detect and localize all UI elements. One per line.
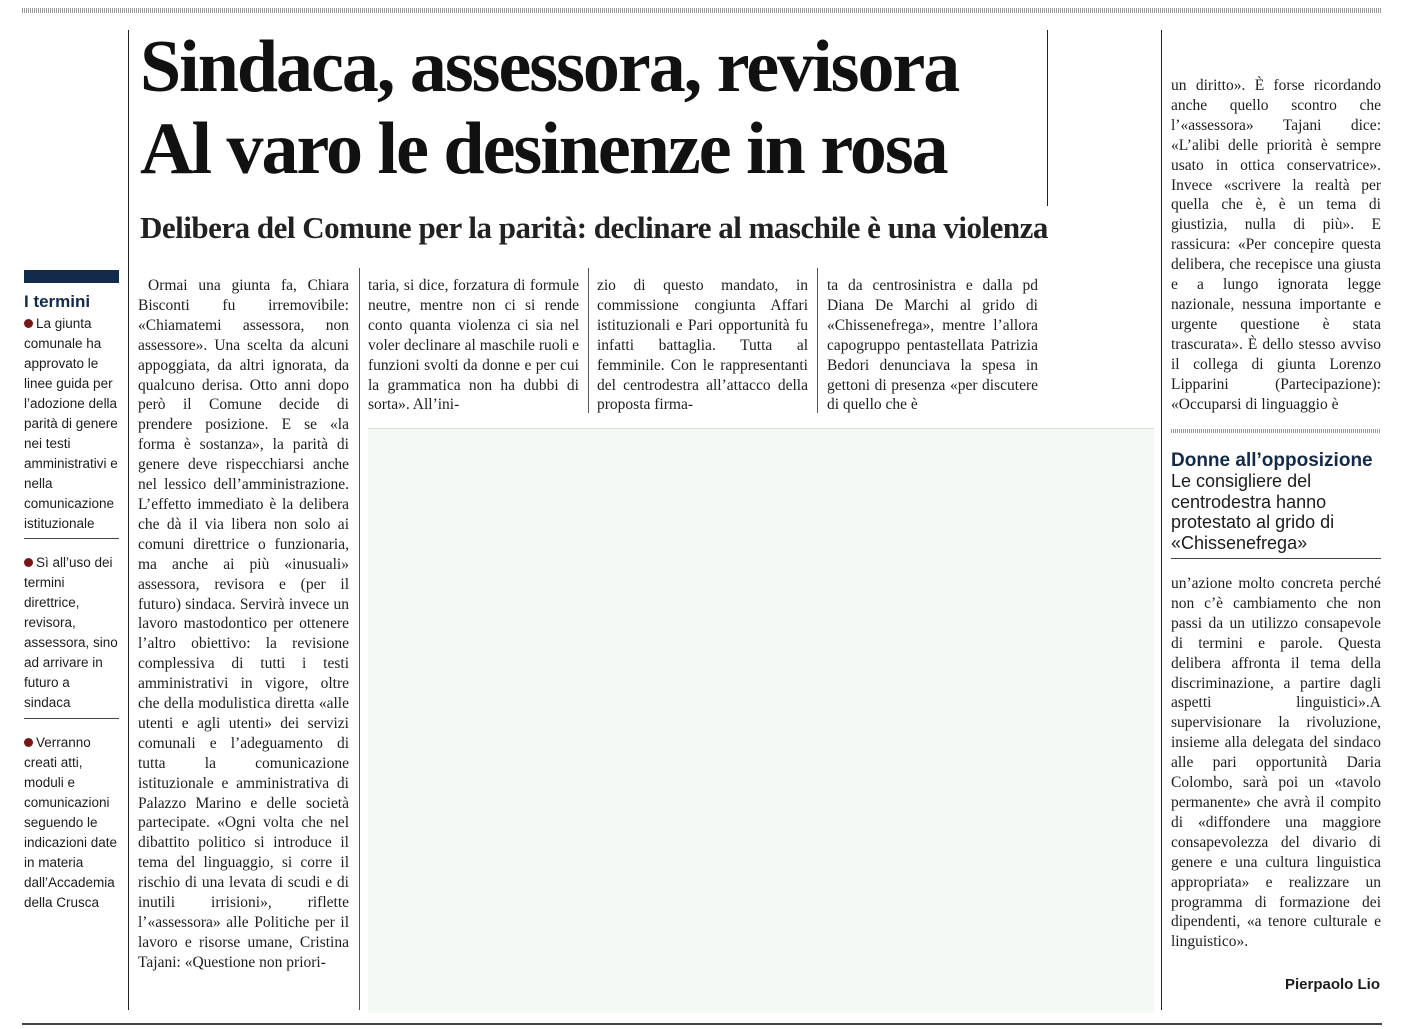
sidebar-divider bbox=[24, 538, 119, 539]
top-rule bbox=[22, 8, 1382, 13]
bullet-icon bbox=[24, 738, 33, 747]
box-text: Le consigliere del centrodestra hanno protestato al grido di «Chissenefrega» bbox=[1171, 471, 1335, 553]
sidebar-item: Sì all’uso dei termini direttrice, revisora, assessora, sino ad arrivare in futuro a sindaca bbox=[24, 555, 118, 710]
blank-image-area bbox=[368, 428, 1154, 1013]
column-rule bbox=[817, 268, 818, 413]
sidebar-divider bbox=[24, 718, 119, 719]
box-top-rule bbox=[1171, 429, 1381, 433]
headline-line-1: Sindaca, assessora, revisora bbox=[140, 26, 959, 108]
bullet-icon bbox=[24, 558, 33, 567]
column-rule bbox=[359, 268, 360, 1010]
article-column-2: taria, si dice, forzatura di formule neutre, mentre non ci si rende conto quanta violenza ci sia nel voler declinare al maschile ruoli e funzioni svolti da donne e per cui la grammatica non ha dubbi di sorta». All’ini- bbox=[368, 277, 579, 414]
column-rule bbox=[588, 268, 589, 413]
headline bbox=[140, 26, 1050, 190]
article-column-5-bottom: un’azione molto concreta perché non c’è cambiamento che non passi da un utilizzo consapevole di termini e parole. Questa delibera affronta il tema della discriminazione, a partire dagli aspetti linguistici».A supervisionare la rivoluzione, insieme alla delegata del sindaco alle pari opportunità Daria Colombo, sarà poi un «tavolo permanente» che avrà il compito di «diffondere una maggiore consapevolezza del divario di genere e una cultura linguistica appropriata» e realizzare un programma di formazione dei dipendenti, «a tenore culturale e linguistico». bbox=[1171, 575, 1381, 951]
column-rule bbox=[128, 30, 129, 1010]
sidebar-item: Verranno creati atti, moduli e comunicazioni seguendo le indicazioni date in materia dall’Accademia della Crusca bbox=[24, 735, 118, 910]
bottom-rule bbox=[22, 1023, 1382, 1025]
headline-line-2: Al varo le desinenze in rosa bbox=[140, 108, 947, 190]
article-column-5-top: un diritto». È forse ricordando anche quello scontro che l’«assessora» Tajani dice: «L’alibi delle priorità è sempre usato in ottica conservatrice». Invece «scrivere la realtà per quella che è, è un tema di giustizia, nulla di più». E rassicura: «Per concepire questa delibera, che recepisce una giusta e a lungo ignorata legge nazionale, nessuna importante e urgente questione è stata trascurata». È dello stesso avviso il collega di giunta Lorenzo Lipparini (Partecipazione): «Occuparsi di linguaggio è bbox=[1171, 77, 1381, 413]
column-rule bbox=[1161, 30, 1162, 1010]
author-byline: Pierpaolo Lio bbox=[1284, 976, 1380, 993]
sidebar-accent-bar bbox=[24, 270, 119, 283]
box-title: Donne all’opposizione bbox=[1171, 450, 1373, 471]
box-bottom-rule bbox=[1171, 558, 1381, 559]
bullet-icon bbox=[24, 319, 33, 328]
article-column-3: zio di questo mandato, in commissione congiunta Affari istituzionali e Pari opportunità fu infatti battaglia. Tutta al femminile. Con le rappresentanti del centrodestra all’attacco della proposta firma- bbox=[597, 277, 808, 414]
article-column-4: ta da centrosinistra e dalla pd Diana De Marchi al grido di «Chissenefrega», mentre l’allora capogruppo pentastellata Patrizia Bedori denunciava la spesa in gettoni di presenza «per discutere di quello che è bbox=[827, 277, 1038, 414]
article-column-1: Ormai una giunta fa, Chiara Bisconti fu irremovibile: «Chiamatemi assessora, non assessore». Una scelta da alcuni appoggiata, da altri ignorata, da qualcuno derisa. Otto anni dopo però il Comune decide di prendere posizione. E se «la forma è sostanza», la parità di genere deve rispecchiarsi anche nel lessico dell’amministrazione. L’effetto immediato è la delibera che dà il via libera non solo ai comuni direttrice o funzionaria, ma anche ai più «inusuali» assessora, revisora e (per il futuro) sindaca. Servirà invece un lavoro mastodontico per ottenere l’altro obiettivo: la revisione complessiva di tutti i testi amministrativi in vigore, oltre che della modulistica diretta «alle utenti e agli utenti» dei servizi comunali e l’adeguamento di tutta la comunicazione istituzionale e amministrativa di Palazzo Marino e delle società partecipate. «Ogni volta che nel dibattito politico si introduce il tema del linguaggio, si corre il rischio di una levata di scudi e di inutili irrisioni», riflette l’«assessora» alle Politiche per il lavoro e risorse umane, Cristina Tajani: «Questione non priori- bbox=[138, 277, 349, 971]
subheadline: Delibera del Comune per la parità: declinare al maschile è una violenza bbox=[140, 210, 1048, 245]
sidebar-title: I termini bbox=[24, 292, 91, 311]
sidebar-item: La giunta comunale ha approvato le linee guida per l’adozione della parità di genere nei testi amministrativi e nella comunicazione istituzionale bbox=[24, 316, 118, 531]
